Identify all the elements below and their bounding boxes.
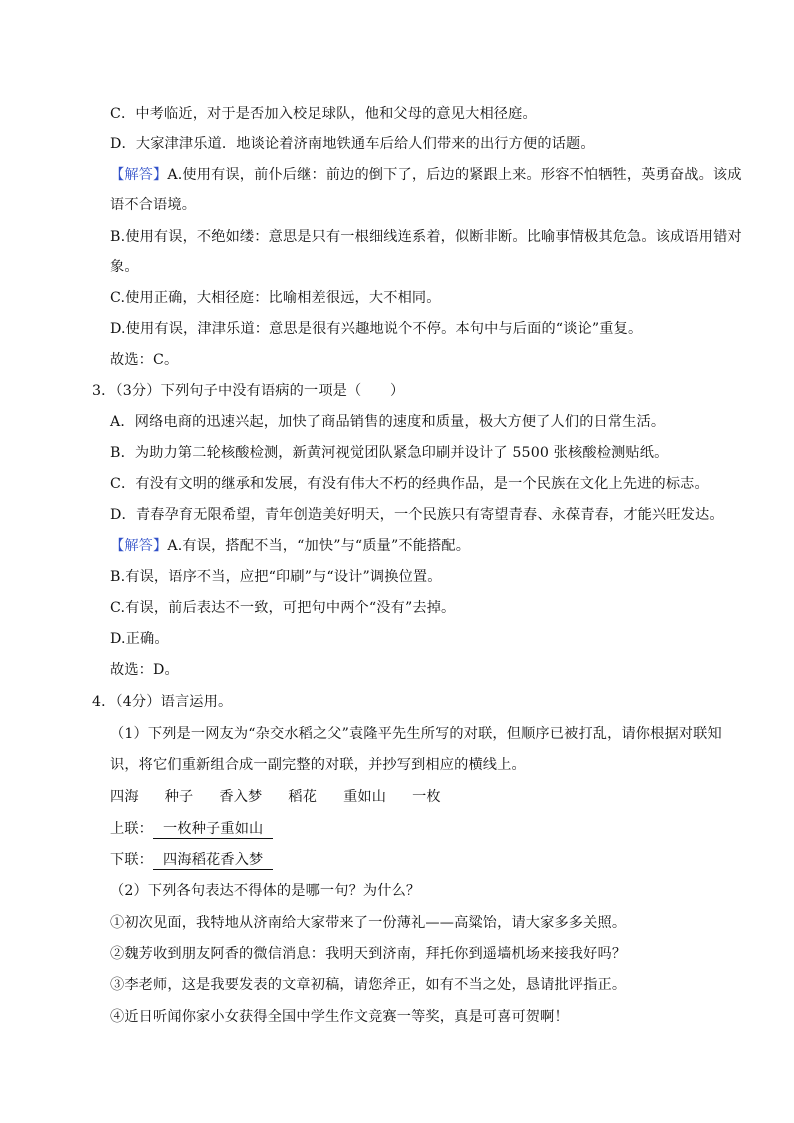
q2-analysis-b: B.使用有误，不绝如缕：意思是只有一根细线连系着，似断非断。比喻事情极其危急。该成语用错对 [110, 229, 742, 245]
word-item: 一枚 [412, 789, 441, 805]
q3-option-d: D．青春孕育无限希望，青年创造美好明天，一个民族只有寄望青春、永葆青春，才能兴旺发达。 [110, 507, 724, 523]
q4-stem: 4．（4分）语言运用。 [92, 694, 233, 710]
q3-analysis-a: A.有误，搭配不当，“加快”与“质量”不能搭配。 [167, 538, 471, 554]
q3-analysis-c: C.有误，前后表达不一致，可把句中两个“没有”去掉。 [110, 600, 456, 616]
word-item: 四海 [110, 789, 139, 805]
upper-couplet-label: 上联： [110, 821, 154, 837]
q2-analysis-d: D.使用有误，津津乐道：意思是很有兴趣地说个不停。本句中与后面的“谈论”重复。 [110, 321, 643, 337]
q2-choice: 故选：C。 [110, 352, 179, 368]
word-item: 重如山 [343, 789, 387, 805]
q4-part1-line-1: （1）下列是一网友为“杂交水稻之父”袁隆平先生所写的对联，但顺序已被打乱，请你根据对联知 [110, 726, 722, 742]
q4-sentence-2: ②魏芳收到朋友阿香的微信消息：我明天到济南，拜托你到遥墙机场来接我好吗？ [110, 946, 627, 962]
q2-analysis-a: A.使用有误，前仆后继：前边的倒下了，后边的紧跟上来。形容不怕牺牲，英勇奋战。该成 [167, 167, 742, 183]
q2-analysis-line-1 [110, 165, 742, 185]
q3-option-a: A．网络电商的迅速兴起，加快了商品销售的速度和质量，极大方便了人们的日常生活。 [110, 414, 666, 430]
couplet-word-bank [110, 787, 467, 807]
q4-sentence-4: ④近日听闻你家小女获得全国中学生作文竞赛一等奖，真是可喜可贺啊！ [110, 1009, 569, 1025]
q2-analysis-c: C.使用正确，大相径庭：比喻相差很远，大不相同。 [110, 290, 441, 306]
analysis-tag: 【解答】 [110, 167, 168, 183]
q2-analysis-a-cont: 语不合语境。 [110, 197, 197, 213]
q4-sentence-1: ①初次见面，我特地从济南给大家带来了一份薄礼——高粱饴，请大家多多关照。 [110, 915, 627, 931]
word-item: 稻花 [288, 789, 318, 805]
word-item: 种子 [164, 789, 194, 805]
upper-couplet-answer: 一枚种子重如山 [153, 820, 273, 839]
analysis-tag: 【解答】 [110, 538, 168, 554]
upper-couplet [110, 819, 273, 839]
q2-option-c: C．中考临近，对于是否加入校足球队，他和父母的意见大相径庭。 [110, 106, 537, 122]
q3-choice: 故选：D。 [110, 662, 179, 678]
word-item: 香入梦 [219, 789, 263, 805]
q3-stem: 3．（3分）下列句子中没有语病的一项是（ ） [92, 383, 405, 399]
lower-couplet-label: 下联： [110, 852, 154, 868]
q3-analysis-line-1 [110, 536, 470, 556]
q2-option-d: D．大家津津乐道．地谈论着济南地铁通车后给人们带来的出行方便的话题。 [110, 136, 595, 152]
lower-couplet [110, 850, 273, 870]
q4-part2-stem: （2）下列各句表达不得体的是哪一句？为什么？ [110, 883, 421, 899]
lower-couplet-answer: 四海稻花香入梦 [153, 851, 273, 870]
q4-part1-line-2: 识，将它们重新组合成一副完整的对联，并抄写到相应的横线上。 [110, 757, 526, 773]
q3-option-b: B．为助力第二轮核酸检测，新黄河视觉团队紧急印刷并设计了 5500 张核酸检测贴纸。 [110, 445, 669, 461]
q2-analysis-b-cont: 象。 [110, 259, 139, 275]
q3-option-c: C．有没有文明的继承和发展，有没有伟大不朽的经典作品，是一个民族在文化上先进的标志。 [110, 476, 709, 492]
q4-sentence-3: ③李老师，这是我要发表的文章初稿，请您斧正，如有不当之处，恳请批评指正。 [110, 977, 627, 993]
q3-analysis-d: D.正确。 [110, 631, 169, 647]
q3-analysis-b: B.有误，语序不当，应把“印刷”与“设计”调换位置。 [110, 569, 442, 585]
